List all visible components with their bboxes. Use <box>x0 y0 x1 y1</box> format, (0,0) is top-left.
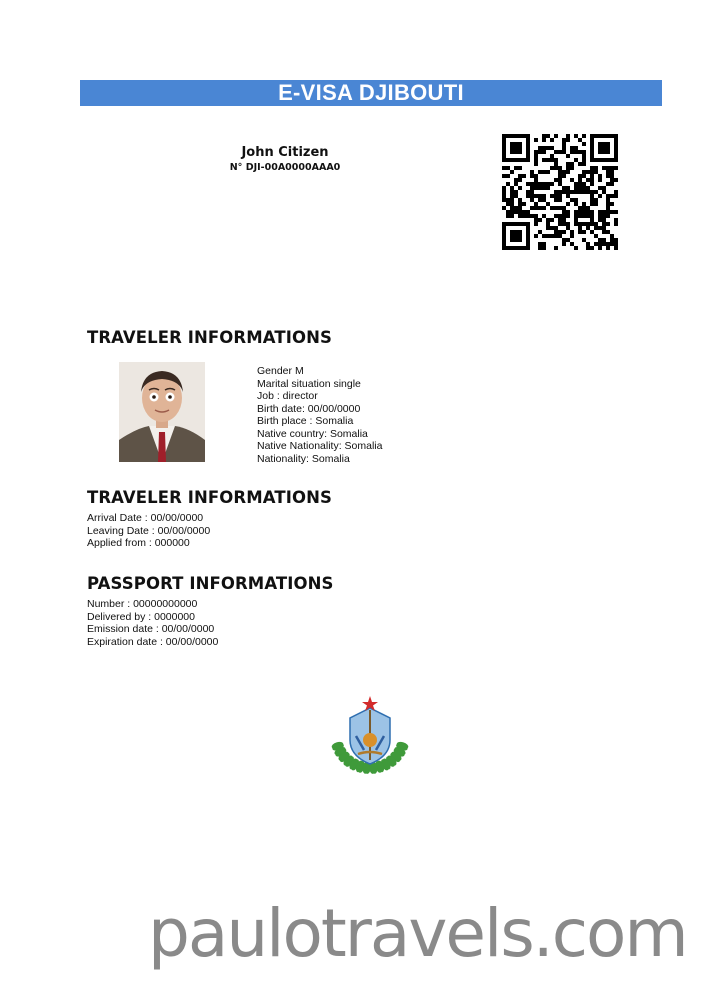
delivered-by-line: Delivered by : 0000000 <box>87 610 195 623</box>
birth-date-line: Birth date: 00/00/0000 <box>257 402 361 415</box>
job-line: Job : director <box>257 390 318 402</box>
djibouti-emblem-icon <box>328 692 412 776</box>
gender-line: Gender M <box>257 365 304 377</box>
native-country-line: Native country: Somalia <box>257 427 368 440</box>
watermark-text: paulotravels.com <box>148 895 687 972</box>
passport-number-line: Number : 00000000000 <box>87 598 198 610</box>
traveler-details <box>257 365 382 465</box>
passport-section-title: PASSPORT INFORMATIONS <box>87 574 334 593</box>
visa-title-banner: E-VISA DJIBOUTI <box>80 80 662 106</box>
expiration-date-line: Expiration date : 00/00/0000 <box>87 635 219 648</box>
holder-name: John Citizen <box>241 145 329 160</box>
travel-section-title: TRAVELER INFORMATIONS <box>87 488 332 507</box>
native-nationality-line: Native Nationality: Somalia <box>257 440 383 452</box>
traveler-photo <box>119 362 205 462</box>
traveler-section-title: TRAVELER INFORMATIONS <box>87 328 332 347</box>
emission-date-line: Emission date : 00/00/0000 <box>87 623 215 635</box>
marital-line: Marital situation single <box>257 377 361 390</box>
leaving-date-line: Leaving Date : 00/00/0000 <box>87 524 211 537</box>
arrival-date-line: Arrival Date : 00/00/0000 <box>87 512 204 524</box>
birth-place-line: Birth place : Somalia <box>257 415 354 427</box>
nationality-line: Nationality: Somalia <box>257 452 350 465</box>
passport-details <box>87 598 218 648</box>
travel-details <box>87 512 210 550</box>
qr-code-icon <box>502 134 618 250</box>
applied-from-line: Applied from : 000000 <box>87 537 190 549</box>
visa-number: N° DJI-00A0000AAA0 <box>229 162 341 173</box>
